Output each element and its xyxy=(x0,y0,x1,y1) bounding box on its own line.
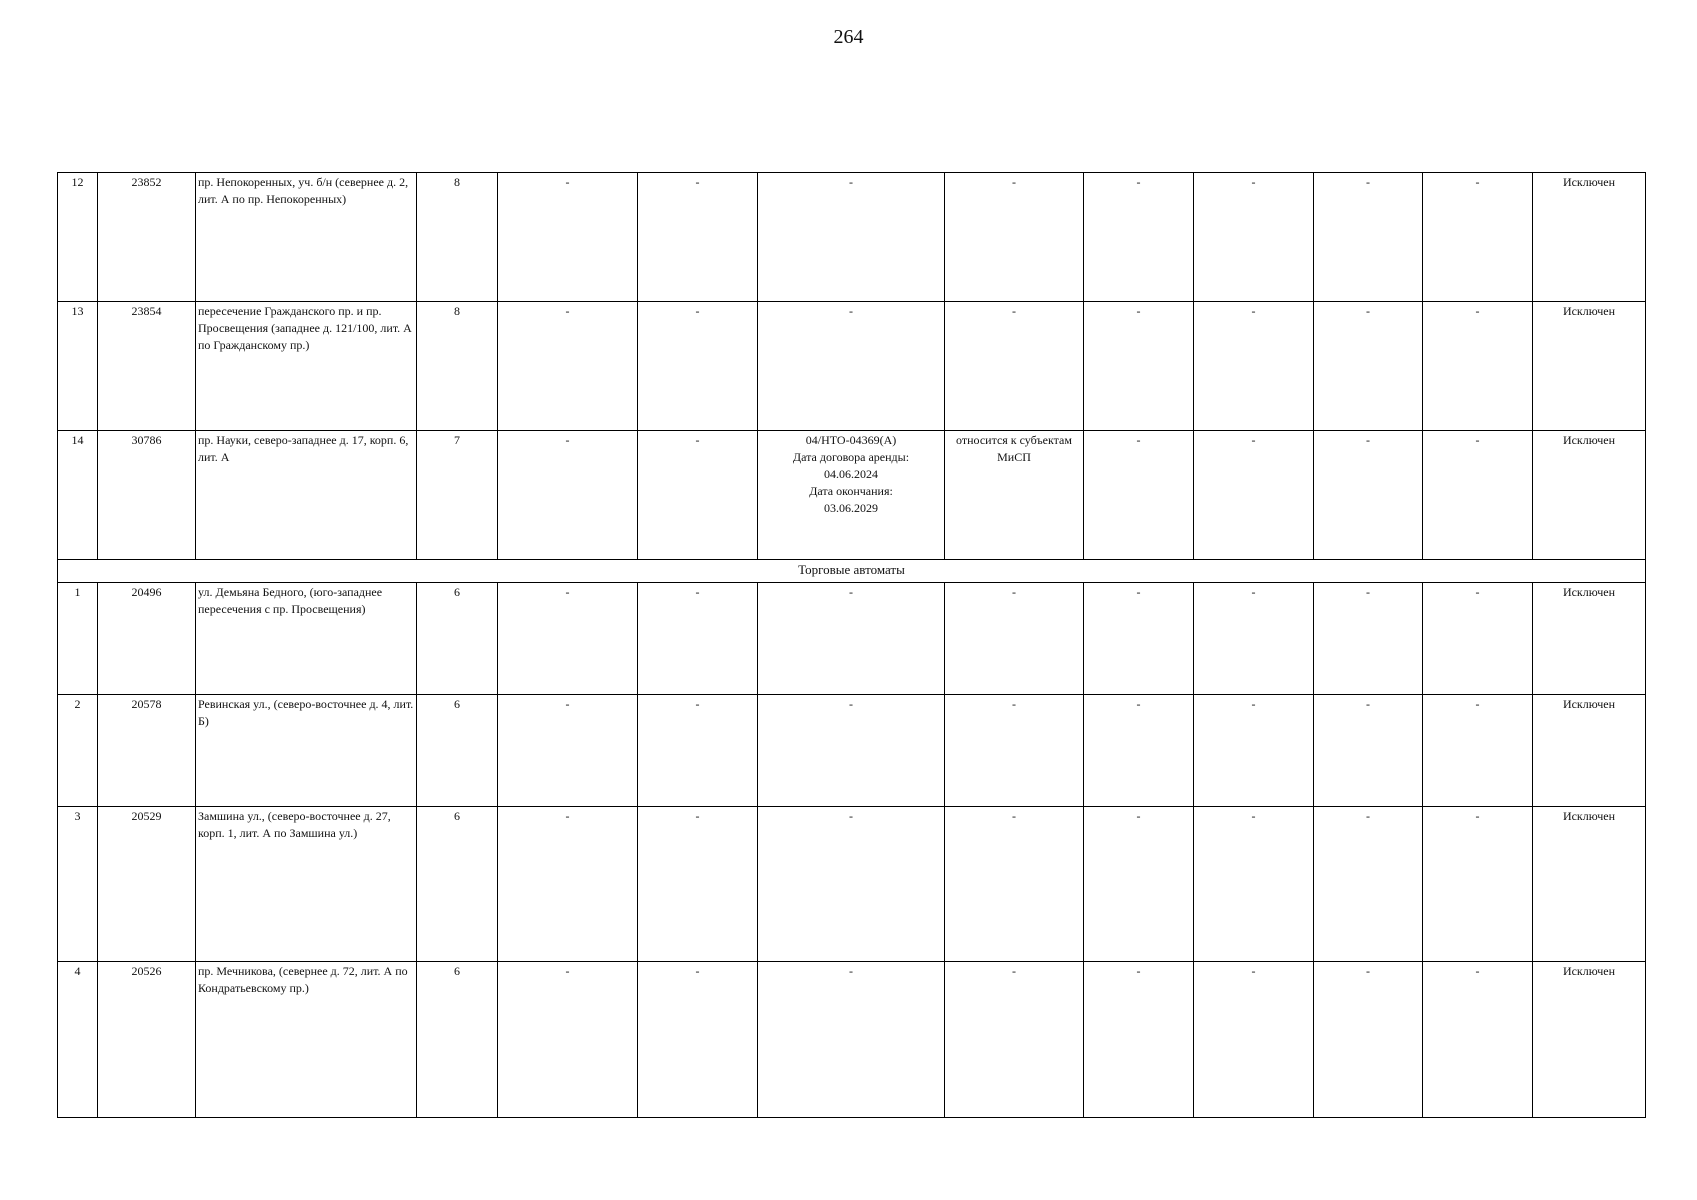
table-row xyxy=(58,695,1646,807)
cell-status: Исключен xyxy=(1533,431,1646,560)
cell-col9: - xyxy=(1084,583,1194,695)
cell-smb-status: относится к субъектам МиСП xyxy=(945,431,1084,560)
cell-area: 6 xyxy=(417,962,498,1118)
table-row xyxy=(58,807,1646,962)
table-row xyxy=(58,962,1646,1118)
cell-number: 1 xyxy=(58,583,98,695)
cell-status: Исключен xyxy=(1533,695,1646,807)
cell-area: 7 xyxy=(417,431,498,560)
cell-number: 12 xyxy=(58,173,98,302)
cell-col11: - xyxy=(1314,807,1423,962)
cell-col7: - xyxy=(758,962,945,1118)
cell-area: 6 xyxy=(417,583,498,695)
section-title: Торговые автоматы xyxy=(58,560,1646,583)
cell-col5: - xyxy=(498,583,638,695)
cell-lease-contract: 04/НТО-04369(А) Дата договора аренды: 04.06.2024 Дата окончания: 03.06.2029 xyxy=(758,431,945,560)
cell-number: 3 xyxy=(58,807,98,962)
cell-code: 20578 xyxy=(98,695,196,807)
cell-col9: - xyxy=(1084,962,1194,1118)
cell-code: 23852 xyxy=(98,173,196,302)
cell-area: 6 xyxy=(417,695,498,807)
cell-col9: - xyxy=(1084,695,1194,807)
cell-area: 6 xyxy=(417,807,498,962)
cell-code: 30786 xyxy=(98,431,196,560)
cell-address: Замшина ул., (северо-восточнее д. 27, корп. 1, лит. А по Замшина ул.) xyxy=(196,807,417,962)
cell-status: Исключен xyxy=(1533,807,1646,962)
cell-col12: - xyxy=(1423,302,1533,431)
registry-table xyxy=(57,172,1646,1118)
cell-code: 23854 xyxy=(98,302,196,431)
cell-col10: - xyxy=(1194,431,1314,560)
cell-col12: - xyxy=(1423,962,1533,1118)
cell-status: Исключен xyxy=(1533,173,1646,302)
cell-col8: - xyxy=(945,807,1084,962)
cell-col5: - xyxy=(498,695,638,807)
cell-col12: - xyxy=(1423,583,1533,695)
cell-col11: - xyxy=(1314,583,1423,695)
cell-area: 8 xyxy=(417,173,498,302)
cell-col11: - xyxy=(1314,431,1423,560)
cell-col6: - xyxy=(638,302,758,431)
cell-col8: - xyxy=(945,962,1084,1118)
cell-col7: - xyxy=(758,173,945,302)
cell-code: 20529 xyxy=(98,807,196,962)
table-row xyxy=(58,173,1646,302)
cell-address: пр. Науки, северо-западнее д. 17, корп. 6, лит. А xyxy=(196,431,417,560)
cell-col5: - xyxy=(498,302,638,431)
section-row xyxy=(58,560,1646,583)
cell-col7: - xyxy=(758,695,945,807)
cell-col12: - xyxy=(1423,173,1533,302)
cell-col6: - xyxy=(638,807,758,962)
cell-col8: - xyxy=(945,583,1084,695)
cell-number: 4 xyxy=(58,962,98,1118)
cell-col12: - xyxy=(1423,431,1533,560)
cell-col8: - xyxy=(945,695,1084,807)
cell-col10: - xyxy=(1194,807,1314,962)
cell-col9: - xyxy=(1084,431,1194,560)
cell-col5: - xyxy=(498,431,638,560)
table-row xyxy=(58,431,1646,560)
cell-col11: - xyxy=(1314,173,1423,302)
cell-code: 20526 xyxy=(98,962,196,1118)
cell-col6: - xyxy=(638,173,758,302)
cell-col6: - xyxy=(638,431,758,560)
cell-status: Исключен xyxy=(1533,302,1646,431)
cell-col11: - xyxy=(1314,695,1423,807)
cell-col11: - xyxy=(1314,302,1423,431)
cell-area: 8 xyxy=(417,302,498,431)
cell-col10: - xyxy=(1194,695,1314,807)
cell-address: ул. Демьяна Бедного, (юго-западнее пересечения с пр. Просвещения) xyxy=(196,583,417,695)
cell-number: 13 xyxy=(58,302,98,431)
cell-col11: - xyxy=(1314,962,1423,1118)
cell-col12: - xyxy=(1423,695,1533,807)
cell-col7: - xyxy=(758,807,945,962)
cell-col10: - xyxy=(1194,302,1314,431)
cell-col10: - xyxy=(1194,583,1314,695)
cell-col9: - xyxy=(1084,302,1194,431)
cell-col9: - xyxy=(1084,807,1194,962)
cell-col5: - xyxy=(498,807,638,962)
cell-col6: - xyxy=(638,695,758,807)
cell-col7: - xyxy=(758,302,945,431)
cell-col7: - xyxy=(758,583,945,695)
cell-number: 2 xyxy=(58,695,98,807)
cell-col5: - xyxy=(498,962,638,1118)
cell-col9: - xyxy=(1084,173,1194,302)
cell-code: 20496 xyxy=(98,583,196,695)
cell-col6: - xyxy=(638,583,758,695)
cell-col8: - xyxy=(945,302,1084,431)
page-number: 264 xyxy=(833,26,864,48)
cell-number: 14 xyxy=(58,431,98,560)
cell-address: Ревинская ул., (северо-восточнее д. 4, лит. Б) xyxy=(196,695,417,807)
cell-status: Исключен xyxy=(1533,962,1646,1118)
cell-col10: - xyxy=(1194,962,1314,1118)
cell-address: пересечение Гражданского пр. и пр. Просвещения (западнее д. 121/100, лит. А по Гражданскому пр.) xyxy=(196,302,417,431)
cell-col5: - xyxy=(498,173,638,302)
cell-address: пр. Мечникова, (севернее д. 72, лит. А по Кондратьевскому пр.) xyxy=(196,962,417,1118)
table-row xyxy=(58,583,1646,695)
cell-col6: - xyxy=(638,962,758,1118)
cell-col12: - xyxy=(1423,807,1533,962)
cell-status: Исключен xyxy=(1533,583,1646,695)
table-row xyxy=(58,302,1646,431)
cell-col10: - xyxy=(1194,173,1314,302)
cell-col8: - xyxy=(945,173,1084,302)
cell-address: пр. Непокоренных, уч. б/н (севернее д. 2, лит. А по пр. Непокоренных) xyxy=(196,173,417,302)
